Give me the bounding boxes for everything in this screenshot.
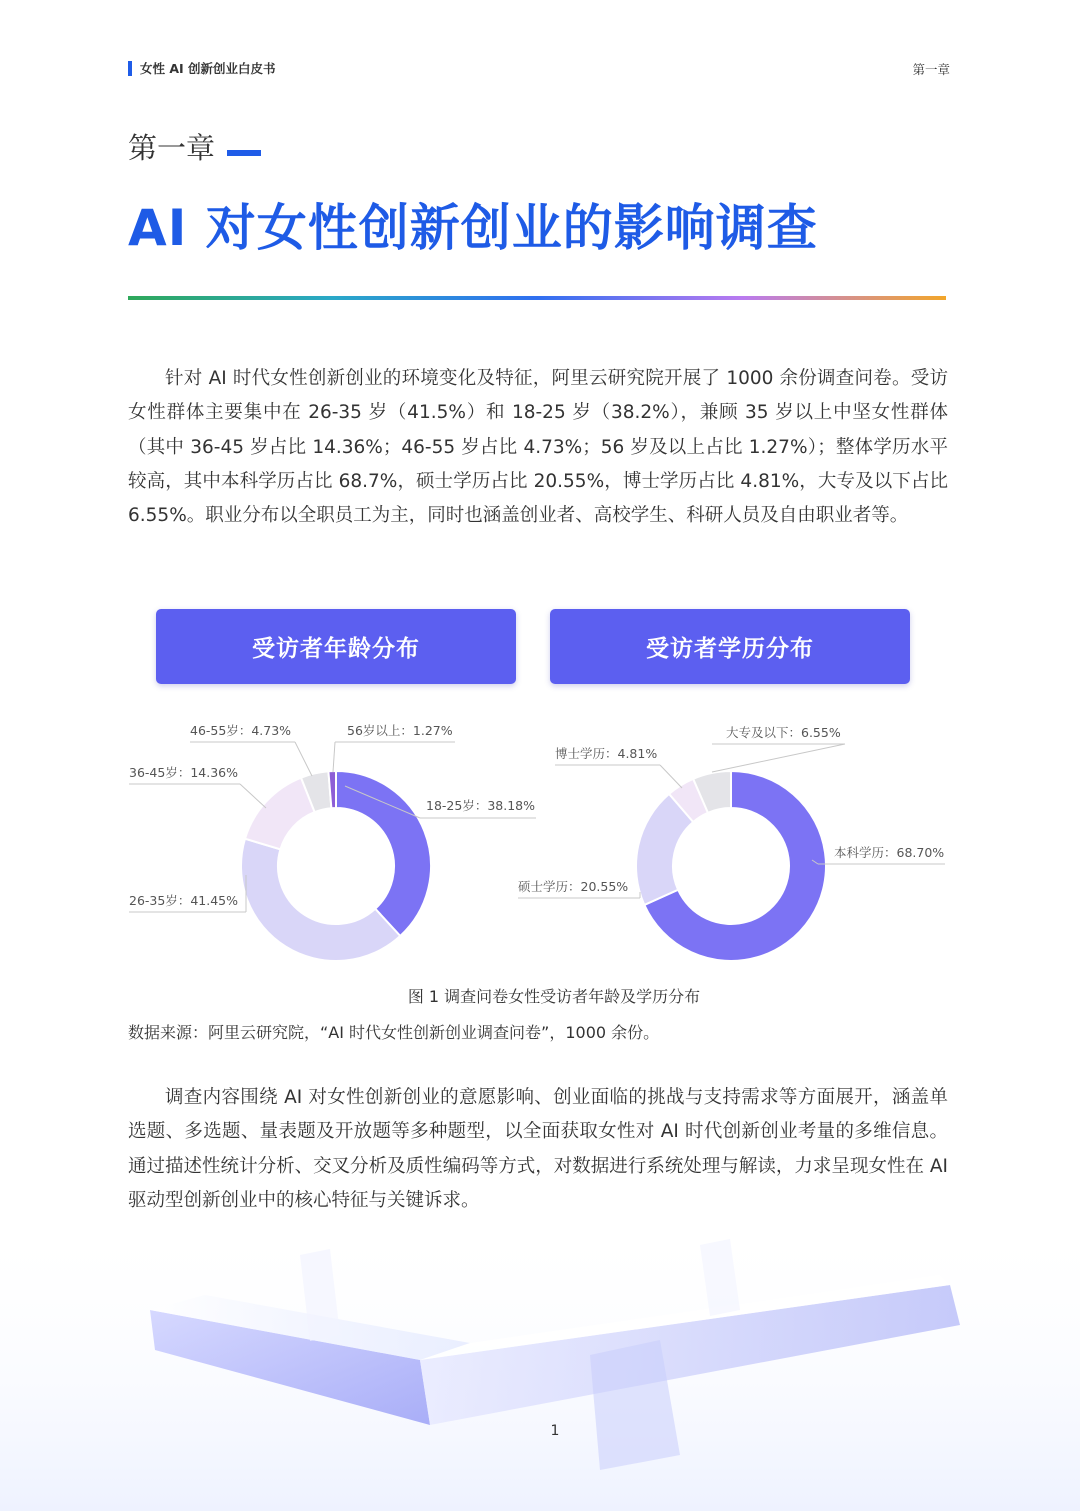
- figure-caption: 图 1 调查问卷女性受访者年龄及学历分布: [407, 987, 701, 1006]
- method-paragraph: 调查内容围绕 AI 对女性创新创业的意愿影响、创业面临的挑战与支持需求等方面展开，涵盖单选题、多选题、量表题及开放题等多种题型，以全面获取女性对 AI 时代创新创业考量的多维信息。通过描述性统计分析、交叉分析及质性编码等方式，对数据进行系统处理与解读，力求呈现女性在 AI 驱动型创新创业中的核心特征与关键诉求。: [128, 1087, 948, 1211]
- decorative-glass-illustration: [0, 1215, 1080, 1511]
- chapter-dash: [227, 150, 261, 156]
- slice-label: 18-25岁：38.18%: [426, 798, 535, 813]
- slice-label: 26-35岁：41.45%: [129, 893, 238, 908]
- donut-slice-0-0: [336, 771, 431, 936]
- leader-line: [660, 765, 682, 788]
- slice-label: 36-45岁：14.36%: [129, 765, 238, 780]
- header-chapter-label: 第一章: [912, 62, 950, 77]
- leader-line: [712, 744, 845, 772]
- book-title: 女性 AI 创新创业白皮书: [140, 61, 276, 76]
- header-accent-bar: [128, 61, 132, 76]
- slice-label: 本科学历：68.70%: [834, 845, 945, 860]
- data-source: 数据来源：阿里云研究院，“AI 时代女性创新创业调查问卷”，1000 余份。: [128, 1023, 660, 1042]
- age-chart-title: 受访者年龄分布: [156, 609, 516, 684]
- donut-slice-0-1: [241, 839, 400, 961]
- chapter-heading: [128, 126, 261, 167]
- page-number: 1: [550, 1423, 560, 1439]
- gradient-divider: [128, 296, 946, 300]
- slice-label: 硕士学历：20.55%: [518, 879, 629, 894]
- slice-label: 博士学历：4.81%: [555, 746, 658, 761]
- donut-slice-0-2: [245, 778, 315, 850]
- chapter-title: AI 对女性创新创业的影响调查: [128, 199, 818, 257]
- edu-chart-title: 受访者学历分布: [550, 609, 910, 684]
- chapter-label: 第一章: [128, 131, 216, 165]
- slice-label: 大专及以下：6.55%: [726, 725, 841, 740]
- leader-line: [333, 742, 335, 772]
- leader-line: [240, 784, 266, 808]
- slice-label: 56岁以上：1.27%: [347, 723, 453, 738]
- intro-paragraph: 针对 AI 时代女性创新创业的环境变化及特征，阿里云研究院开展了 1000 余份调查问卷。受访女性群体主要集中在 26-35 岁（41.5%）和 18-25 岁（38.2%），兼顾 35 岁以上中坚女性群体（其中 36-45 岁占比 14.36%；46-55 岁占比 4.73%；56 岁及以上占比 1.27%）；整体学历水平较高，其中本科学历占比 68.7%，硕士学历占比 20.55%，博士学历占比 4.81%，大专及以下占比 6.55%。职业分布以全职员工为主，同时也涵盖创业者、高校学生、科研人员及自由职业者等。: [128, 368, 948, 527]
- running-header: [128, 60, 276, 76]
- slice-label: 46-55岁：4.73%: [190, 723, 292, 738]
- leader-line: [295, 742, 312, 776]
- distribution-donut-charts: [0, 700, 1080, 980]
